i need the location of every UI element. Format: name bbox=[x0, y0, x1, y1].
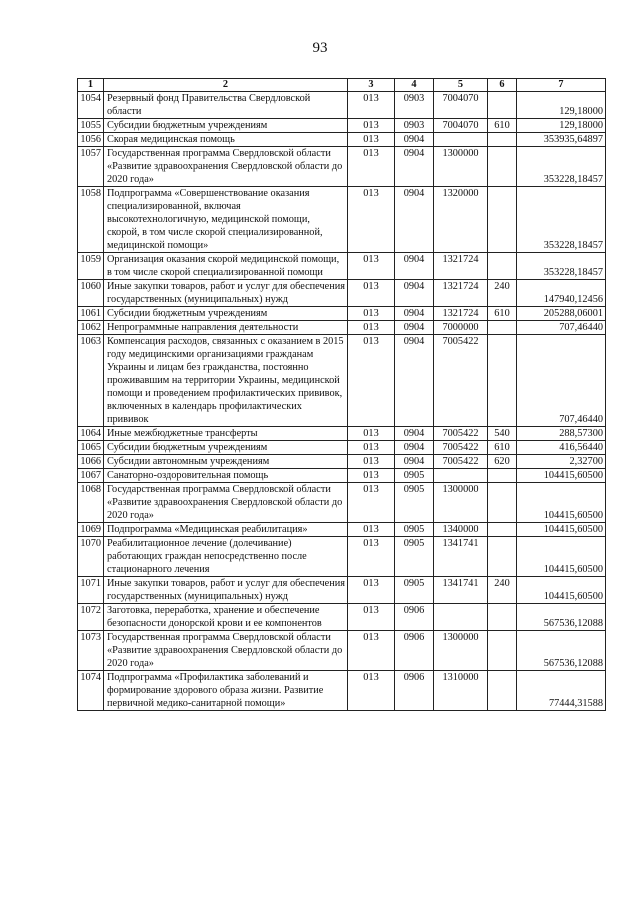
amount-cell: 288,57300 bbox=[517, 427, 606, 441]
section-code-cell: 0904 bbox=[395, 307, 434, 321]
section-code-cell: 0904 bbox=[395, 441, 434, 455]
table-row bbox=[78, 671, 606, 711]
section-code-cell: 0904 bbox=[395, 147, 434, 187]
item-name-cell: Организация оказания скорой медицинской помощи, в том числе скорой специализированной помощи bbox=[104, 253, 348, 280]
expense-type-cell bbox=[488, 147, 517, 187]
amount-cell: 353228,18457 bbox=[517, 187, 606, 253]
table-row bbox=[78, 119, 606, 133]
expense-type-cell bbox=[488, 523, 517, 537]
amount-cell: 147940,12456 bbox=[517, 280, 606, 307]
ministry-code-cell: 013 bbox=[348, 321, 395, 335]
target-code-cell: 1321724 bbox=[434, 307, 488, 321]
ministry-code-cell: 013 bbox=[348, 187, 395, 253]
item-name-cell: Иные закупки товаров, работ и услуг для обеспечения государственных (муниципальных) нужд bbox=[104, 280, 348, 307]
amount-cell: 129,18000 bbox=[517, 119, 606, 133]
item-name-cell: Резервный фонд Правительства Свердловской области bbox=[104, 92, 348, 119]
amount-cell: 104415,60500 bbox=[517, 577, 606, 604]
ministry-code-cell: 013 bbox=[348, 335, 395, 427]
item-name-cell: Иные закупки товаров, работ и услуг для обеспечения государственных (муниципальных) нужд bbox=[104, 577, 348, 604]
item-name-cell: Подпрограмма «Совершенствование оказания специализированной, включая высокотехнологичную, медицинской помощи, скорой, в том числе скорой специализированной, медицинской помощи» bbox=[104, 187, 348, 253]
row-number-cell: 1058 bbox=[78, 187, 104, 253]
table-row bbox=[78, 133, 606, 147]
table-row bbox=[78, 335, 606, 427]
expense-type-cell bbox=[488, 335, 517, 427]
expense-type-cell bbox=[488, 483, 517, 523]
expense-type-cell bbox=[488, 671, 517, 711]
target-code-cell: 7000000 bbox=[434, 321, 488, 335]
ministry-code-cell: 013 bbox=[348, 523, 395, 537]
ministry-code-cell: 013 bbox=[348, 455, 395, 469]
section-code-cell: 0904 bbox=[395, 253, 434, 280]
row-number-cell: 1070 bbox=[78, 537, 104, 577]
item-name-cell: Непрограммные направления деятельности bbox=[104, 321, 348, 335]
ministry-code-cell: 013 bbox=[348, 119, 395, 133]
column-header: 7 bbox=[517, 79, 606, 92]
column-header: 5 bbox=[434, 79, 488, 92]
section-code-cell: 0905 bbox=[395, 577, 434, 604]
target-code-cell: 7005422 bbox=[434, 441, 488, 455]
ministry-code-cell: 013 bbox=[348, 147, 395, 187]
column-header: 6 bbox=[488, 79, 517, 92]
table-row bbox=[78, 321, 606, 335]
item-name-cell: Подпрограмма «Медицинская реабилитация» bbox=[104, 523, 348, 537]
amount-cell: 104415,60500 bbox=[517, 523, 606, 537]
expense-type-cell: 610 bbox=[488, 307, 517, 321]
item-name-cell: Иные межбюджетные трансферты bbox=[104, 427, 348, 441]
row-number-cell: 1067 bbox=[78, 469, 104, 483]
target-code-cell bbox=[434, 604, 488, 631]
target-code-cell: 7004070 bbox=[434, 119, 488, 133]
header-row bbox=[78, 79, 606, 92]
table-row bbox=[78, 469, 606, 483]
item-name-cell: Подпрограмма «Профилактика заболеваний и формирование здорового образа жизни. Развитие первичной медико-санитарной помощи» bbox=[104, 671, 348, 711]
row-number-cell: 1062 bbox=[78, 321, 104, 335]
ministry-code-cell: 013 bbox=[348, 280, 395, 307]
target-code-cell: 1340000 bbox=[434, 523, 488, 537]
table-row bbox=[78, 523, 606, 537]
row-number-cell: 1063 bbox=[78, 335, 104, 427]
row-number-cell: 1060 bbox=[78, 280, 104, 307]
expense-type-cell bbox=[488, 321, 517, 335]
ministry-code-cell: 013 bbox=[348, 253, 395, 280]
target-code-cell: 1341741 bbox=[434, 577, 488, 604]
amount-cell: 77444,31588 bbox=[517, 671, 606, 711]
ministry-code-cell: 013 bbox=[348, 537, 395, 577]
table-row bbox=[78, 631, 606, 671]
table-row bbox=[78, 577, 606, 604]
table-row bbox=[78, 253, 606, 280]
expense-type-cell bbox=[488, 604, 517, 631]
section-code-cell: 0903 bbox=[395, 119, 434, 133]
table-row bbox=[78, 92, 606, 119]
amount-cell: 104415,60500 bbox=[517, 483, 606, 523]
amount-cell: 104415,60500 bbox=[517, 469, 606, 483]
target-code-cell: 1300000 bbox=[434, 631, 488, 671]
target-code-cell: 1300000 bbox=[434, 483, 488, 523]
ministry-code-cell: 013 bbox=[348, 671, 395, 711]
row-number-cell: 1055 bbox=[78, 119, 104, 133]
row-number-cell: 1061 bbox=[78, 307, 104, 321]
expense-type-cell bbox=[488, 537, 517, 577]
amount-cell: 353935,64897 bbox=[517, 133, 606, 147]
row-number-cell: 1057 bbox=[78, 147, 104, 187]
amount-cell: 129,18000 bbox=[517, 92, 606, 119]
table-row bbox=[78, 441, 606, 455]
amount-cell: 567536,12088 bbox=[517, 604, 606, 631]
expense-type-cell: 540 bbox=[488, 427, 517, 441]
table-row bbox=[78, 147, 606, 187]
row-number-cell: 1069 bbox=[78, 523, 104, 537]
amount-cell: 353228,18457 bbox=[517, 147, 606, 187]
row-number-cell: 1072 bbox=[78, 604, 104, 631]
table-row bbox=[78, 537, 606, 577]
item-name-cell: Государственная программа Свердловской области «Развитие здравоохранения Свердловской области до 2020 года» bbox=[104, 631, 348, 671]
item-name-cell: Субсидии бюджетным учреждениям bbox=[104, 307, 348, 321]
item-name-cell: Санаторно-оздоровительная помощь bbox=[104, 469, 348, 483]
column-header: 3 bbox=[348, 79, 395, 92]
amount-cell: 707,46440 bbox=[517, 321, 606, 335]
section-code-cell: 0906 bbox=[395, 631, 434, 671]
ministry-code-cell: 013 bbox=[348, 483, 395, 523]
section-code-cell: 0904 bbox=[395, 187, 434, 253]
expense-type-cell: 610 bbox=[488, 119, 517, 133]
section-code-cell: 0904 bbox=[395, 455, 434, 469]
section-code-cell: 0904 bbox=[395, 427, 434, 441]
row-number-cell: 1073 bbox=[78, 631, 104, 671]
amount-cell: 104415,60500 bbox=[517, 537, 606, 577]
expense-type-cell bbox=[488, 187, 517, 253]
section-code-cell: 0904 bbox=[395, 133, 434, 147]
section-code-cell: 0904 bbox=[395, 280, 434, 307]
amount-cell: 707,46440 bbox=[517, 335, 606, 427]
row-number-cell: 1071 bbox=[78, 577, 104, 604]
section-code-cell: 0905 bbox=[395, 523, 434, 537]
amount-cell: 416,56440 bbox=[517, 441, 606, 455]
row-number-cell: 1066 bbox=[78, 455, 104, 469]
column-header: 4 bbox=[395, 79, 434, 92]
item-name-cell: Государственная программа Свердловской области «Развитие здравоохранения Свердловской области до 2020 года» bbox=[104, 483, 348, 523]
row-number-cell: 1074 bbox=[78, 671, 104, 711]
amount-cell: 2,32700 bbox=[517, 455, 606, 469]
ministry-code-cell: 013 bbox=[348, 604, 395, 631]
target-code-cell: 1321724 bbox=[434, 253, 488, 280]
item-name-cell: Скорая медицинская помощь bbox=[104, 133, 348, 147]
target-code-cell: 1300000 bbox=[434, 147, 488, 187]
item-name-cell: Государственная программа Свердловской области «Развитие здравоохранения Свердловской области до 2020 года» bbox=[104, 147, 348, 187]
table-row bbox=[78, 604, 606, 631]
amount-cell: 567536,12088 bbox=[517, 631, 606, 671]
target-code-cell: 1320000 bbox=[434, 187, 488, 253]
row-number-cell: 1059 bbox=[78, 253, 104, 280]
target-code-cell bbox=[434, 469, 488, 483]
target-code-cell: 1310000 bbox=[434, 671, 488, 711]
row-number-cell: 1065 bbox=[78, 441, 104, 455]
section-code-cell: 0905 bbox=[395, 483, 434, 523]
table-row bbox=[78, 455, 606, 469]
expense-type-cell: 240 bbox=[488, 577, 517, 604]
amount-cell: 353228,18457 bbox=[517, 253, 606, 280]
item-name-cell: Субсидии бюджетным учреждениям bbox=[104, 441, 348, 455]
row-number-cell: 1064 bbox=[78, 427, 104, 441]
table-row bbox=[78, 427, 606, 441]
item-name-cell: Компенсация расходов, связанных с оказанием в 2015 году медицинскими организациями гражданам Украины и лицам без гражданства, постоянно проживавшим на территории Украины, медицинской помощи и проведением профилактических прививок, включенных в календарь профилактических прививок bbox=[104, 335, 348, 427]
expense-type-cell: 610 bbox=[488, 441, 517, 455]
target-code-cell: 7005422 bbox=[434, 427, 488, 441]
amount-cell: 205288,06001 bbox=[517, 307, 606, 321]
table-row bbox=[78, 280, 606, 307]
expense-type-cell bbox=[488, 133, 517, 147]
item-name-cell: Субсидии бюджетным учреждениям bbox=[104, 119, 348, 133]
section-code-cell: 0903 bbox=[395, 92, 434, 119]
target-code-cell: 1321724 bbox=[434, 280, 488, 307]
item-name-cell: Субсидии автономным учреждениям bbox=[104, 455, 348, 469]
section-code-cell: 0904 bbox=[395, 335, 434, 427]
item-name-cell: Заготовка, переработка, хранение и обеспечение безопасности донорской крови и ее компонентов bbox=[104, 604, 348, 631]
ministry-code-cell: 013 bbox=[348, 307, 395, 321]
section-code-cell: 0905 bbox=[395, 537, 434, 577]
budget-table bbox=[77, 78, 606, 711]
target-code-cell: 1341741 bbox=[434, 537, 488, 577]
ministry-code-cell: 013 bbox=[348, 577, 395, 604]
table-row bbox=[78, 483, 606, 523]
target-code-cell: 7004070 bbox=[434, 92, 488, 119]
section-code-cell: 0906 bbox=[395, 671, 434, 711]
page-number: 93 bbox=[312, 40, 328, 56]
expense-type-cell bbox=[488, 469, 517, 483]
expense-type-cell: 240 bbox=[488, 280, 517, 307]
ministry-code-cell: 013 bbox=[348, 441, 395, 455]
column-header: 1 bbox=[78, 79, 104, 92]
item-name-cell: Реабилитационное лечение (долечивание) работающих граждан непосредственно после стационарного лечения bbox=[104, 537, 348, 577]
ministry-code-cell: 013 bbox=[348, 427, 395, 441]
target-code-cell: 7005422 bbox=[434, 455, 488, 469]
table-row bbox=[78, 187, 606, 253]
section-code-cell: 0905 bbox=[395, 469, 434, 483]
row-number-cell: 1068 bbox=[78, 483, 104, 523]
expense-type-cell: 620 bbox=[488, 455, 517, 469]
table-row bbox=[78, 307, 606, 321]
section-code-cell: 0904 bbox=[395, 321, 434, 335]
target-code-cell: 7005422 bbox=[434, 335, 488, 427]
expense-type-cell bbox=[488, 253, 517, 280]
column-header: 2 bbox=[104, 79, 348, 92]
section-code-cell: 0906 bbox=[395, 604, 434, 631]
ministry-code-cell: 013 bbox=[348, 92, 395, 119]
expense-type-cell bbox=[488, 92, 517, 119]
table-body bbox=[78, 92, 606, 711]
ministry-code-cell: 013 bbox=[348, 133, 395, 147]
ministry-code-cell: 013 bbox=[348, 631, 395, 671]
row-number-cell: 1054 bbox=[78, 92, 104, 119]
expense-type-cell bbox=[488, 631, 517, 671]
target-code-cell bbox=[434, 133, 488, 147]
row-number-cell: 1056 bbox=[78, 133, 104, 147]
ministry-code-cell: 013 bbox=[348, 469, 395, 483]
